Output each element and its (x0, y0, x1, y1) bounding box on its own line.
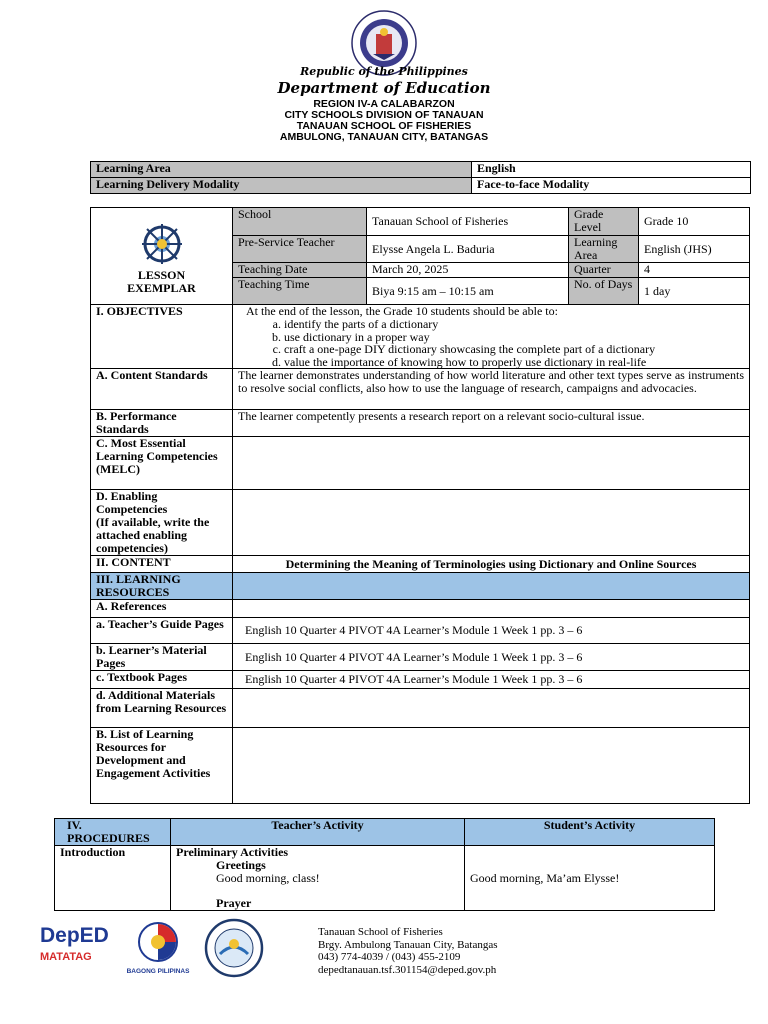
greetings-label: Greetings (216, 858, 266, 872)
modality-value: Face-to-face Modality (472, 178, 751, 194)
exemplar-title: EXEMPLAR (127, 281, 196, 295)
time-label: Teaching Time (233, 278, 367, 305)
resources-blank (233, 573, 750, 600)
school-value: Tanauan School of Fisheries (367, 208, 569, 236)
teacher-activity-header: Teacher’s Activity (171, 819, 465, 846)
time-value: Biya 9:15 am – 10:15 am (367, 278, 569, 305)
footer-school: Tanauan School of Fisheries (318, 926, 443, 938)
teacher-label: Pre-Service Teacher (233, 236, 367, 263)
footer-address: Brgy. Ambulong Tanauan City, Batangas (318, 938, 498, 951)
date-label: Teaching Date (233, 263, 367, 278)
exemplar-logo-cell (91, 208, 233, 305)
teachers-guide-value: English 10 Quarter 4 PIVOT 4A Learner’s Module 1 Week 1 pp. 3 – 6 (233, 618, 750, 644)
melc-value (233, 437, 750, 490)
deped-matatag-logo (40, 924, 112, 972)
resources-list-label: B. List of Learning Resources for Development and Engagement Activities (91, 728, 233, 804)
school-seal-logo (200, 918, 268, 978)
school-wheel-logo (141, 223, 183, 265)
performance-standards-text: The learner competently presents a research report on a relevant socio-cultural issue. (233, 410, 750, 437)
enabling-note: (If available, write the attached enabling competencies) (96, 515, 210, 555)
content-text: Determining the Meaning of Terminologies using Dictionary and Online Sources (233, 556, 750, 573)
lesson-title: LESSON (137, 268, 186, 282)
prayer-item (176, 897, 459, 910)
student-greeting: Good morning, Ma’am Elysse! (465, 846, 715, 911)
teachers-guide-label: a. Teacher’s Guide Pages (91, 618, 233, 644)
learning-area-label: Learning Area (91, 162, 472, 178)
learning-area-value: English (472, 162, 751, 178)
region-line: REGION IV-A CALABARZON (313, 98, 455, 110)
school-line: TANAUAN SCHOOL OF FISHERIES (296, 120, 472, 132)
footer-email: depedtanauan.tsf.301154@deped.gov.ph (318, 963, 497, 976)
objectives-intro: At the end of the lesson, the Grade 10 students should be able to: (246, 304, 558, 318)
textbook-value: English 10 Quarter 4 PIVOT 4A Learner’s Module 1 Week 1 pp. 3 – 6 (233, 671, 750, 689)
deped-wordmark: DepED (40, 924, 109, 947)
footer-phone: 043) 774-4039 / (043) 455-2109 (318, 951, 461, 963)
content-standards-label: A. Content Standards (91, 369, 233, 410)
republic-line: Republic of the Philippines (300, 65, 468, 78)
objectives-cell (233, 305, 750, 369)
objective-item: c. craft a one-page DIY dictionary showcasing the complete part of a dictionary (284, 343, 744, 356)
grade-value: Grade 10 (639, 208, 750, 236)
address-line: AMBULONG, TANAUAN CITY, BATANGAS (279, 131, 489, 143)
footer-contact (318, 926, 498, 976)
references-value (233, 600, 750, 618)
bagong-pilipinas-text: BAGONG PILIPINAS (126, 968, 190, 975)
resources-label: III. LEARNING RESOURCES (91, 573, 233, 600)
bagong-pilipinas-emblem-icon (120, 921, 196, 963)
objective-item: a. identify the parts of a dictionary (284, 318, 744, 331)
teacher-greeting: Good morning, class! (216, 871, 320, 885)
enabling-cell (91, 490, 233, 556)
performance-standards-label: B. Performance Standards (91, 410, 233, 437)
learners-material-value: English 10 Quarter 4 PIVOT 4A Learner’s Module 1 Week 1 pp. 3 – 6 (233, 644, 750, 671)
date-value: March 20, 2025 (367, 263, 569, 278)
procedures-label: IV. PROCEDURES (55, 819, 171, 846)
objective-item: d. value the importance of knowing how to properly use dictionary in real-life (284, 356, 744, 369)
prayer-label: Prayer (216, 896, 252, 910)
school-label: School (233, 208, 367, 236)
area-label: Learning Area (569, 236, 639, 263)
student-activity-header: Student’s Activity (465, 819, 715, 846)
bagong-pilipinas-logo (120, 921, 196, 975)
prelim-activities: Preliminary Activities (176, 845, 289, 859)
modality-label: Learning Delivery Modality (91, 178, 472, 194)
resources-list-value (233, 728, 750, 804)
days-value: 1 day (639, 278, 750, 305)
procedures-table (54, 818, 715, 911)
area-value: English (JHS) (639, 236, 750, 263)
textbook-label: c. Textbook Pages (91, 671, 233, 689)
matatag-wordmark: MATATAG (40, 951, 92, 963)
grade-label: Grade Level (569, 208, 639, 236)
content-standards-text: The learner demonstrates understanding of how world literature and other text types serve as instruments to resolve social conflicts, also how to use the language of research, campaigns and advocacies. (233, 369, 750, 410)
enabling-value (233, 490, 750, 556)
melc-label: C. Most Essential Learning Competencies (MELC) (91, 437, 233, 490)
additional-materials-value (233, 689, 750, 728)
department-title: Department of Education (277, 79, 491, 97)
quarter-value: 4 (639, 263, 750, 278)
additional-materials-label: d. Additional Materials from Learning Resources (91, 689, 233, 728)
days-label: No. of Days (569, 278, 639, 305)
quarter-label: Quarter (569, 263, 639, 278)
objectives-list (238, 318, 744, 368)
learning-area-table (90, 161, 751, 194)
teacher-intro-cell (171, 846, 465, 911)
enabling-label: D. Enabling Competencies (96, 489, 168, 516)
lesson-exemplar-table (90, 207, 750, 804)
references-label: A. References (91, 600, 233, 618)
content-label: II. CONTENT (91, 556, 233, 573)
division-line: CITY SCHOOLS DIVISION OF TANAUAN (284, 109, 484, 121)
learners-material-label: b. Learner’s Material Pages (91, 644, 233, 671)
objective-item: b. use dictionary in a proper way (284, 331, 744, 344)
objectives-label: I. OBJECTIVES (91, 305, 233, 369)
introduction-label: Introduction (55, 846, 171, 911)
teacher-value: Elysse Angela L. Baduria (367, 236, 569, 263)
